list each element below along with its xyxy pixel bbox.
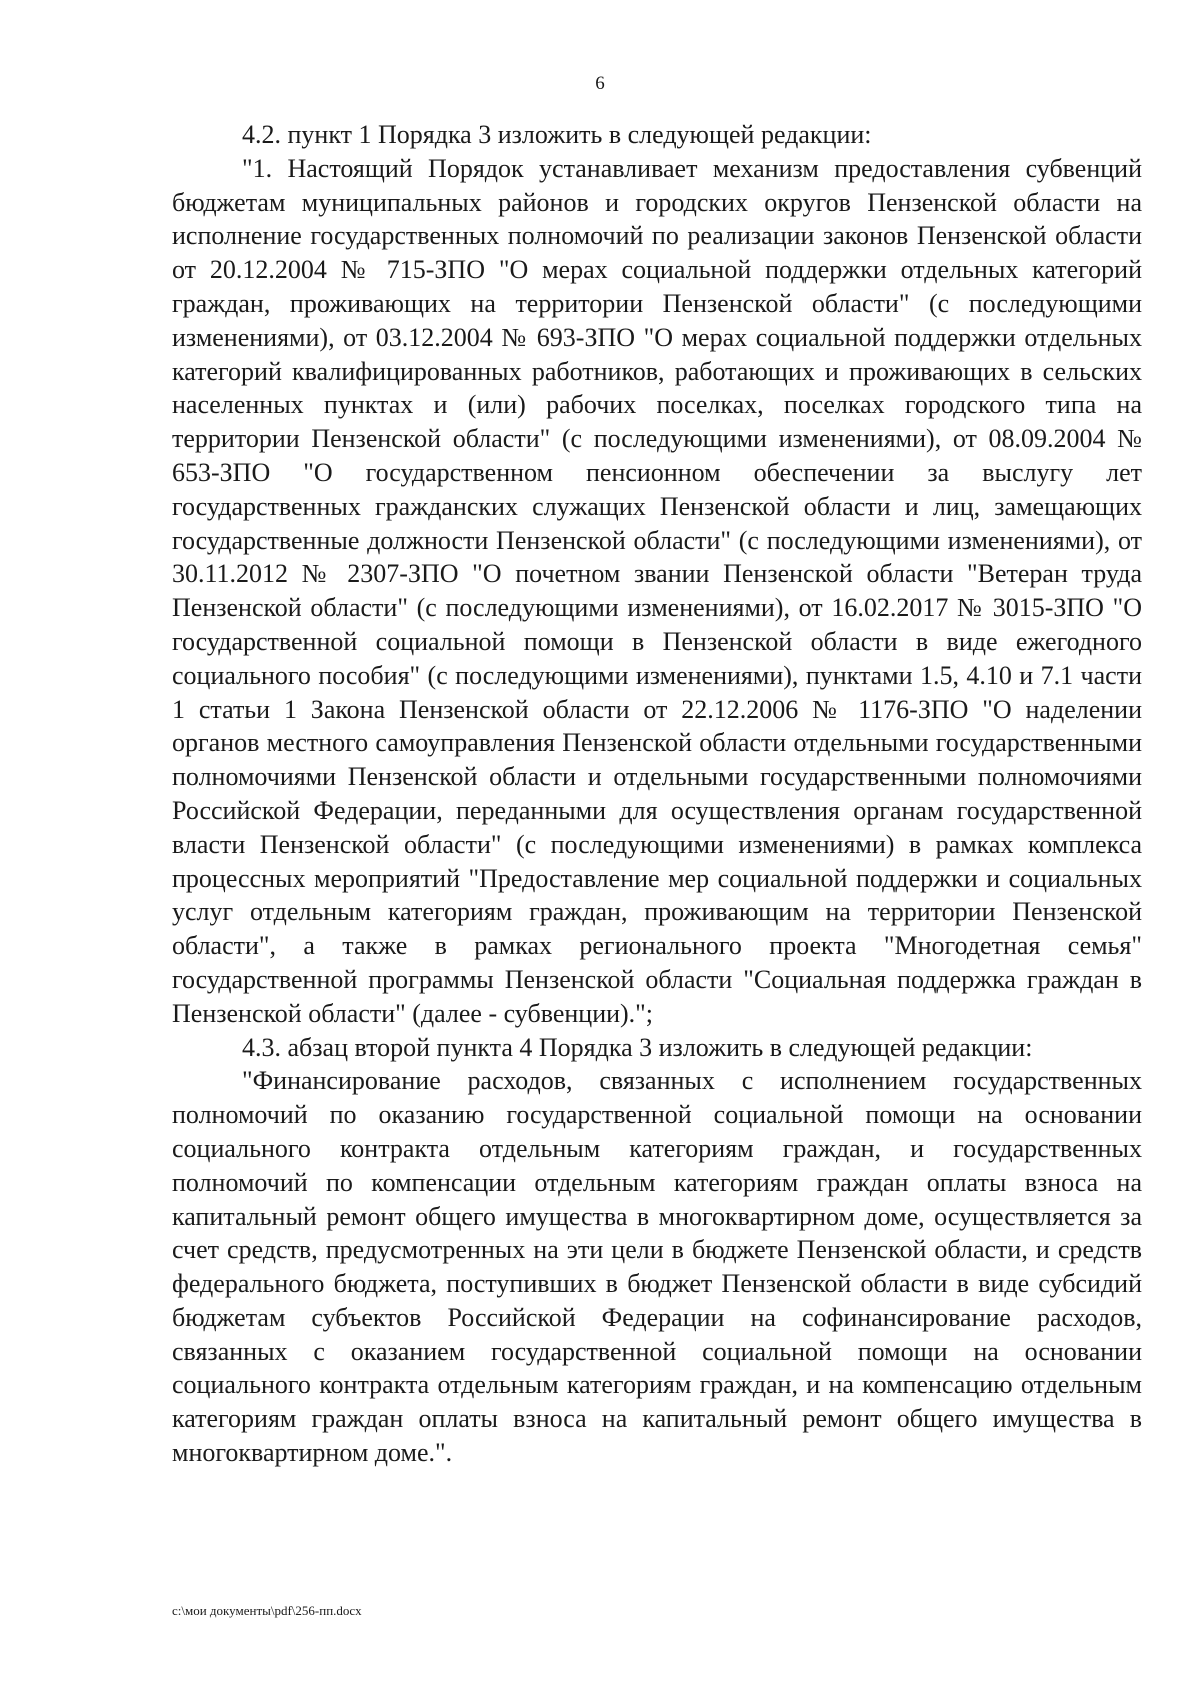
footer-file-path: c:\мои документы\pdf\256-пп.docx <box>172 1603 362 1618</box>
paragraph-financing-text: "Финансирование расходов, связанных с исполнением государственных полномочий по оказанию государственной социальной помощи на основании социального контракта отдельным категориям граждан, и государственных полномочий по компенсации отдельным категориям граждан оплаты взноса на капитальный ремонт общего имущества в многоквартирном доме, осуществляется за счет средств, предусмотренных на эти цели в бюджете Пензенской области, и средств федерального бюджета, поступивших в бюджет Пензенской области в виде субсидий бюджетам субъектов Российской Федерации на софинансирование расходов, связанных с оказанием государственной социальной помощи на основании социального контракта отдельным категориям граждан, и на компенсацию отдельным категориям граждан оплаты взноса на капитальный ремонт общего имущества в многоквартирном доме.". <box>172 1066 1142 1468</box>
paragraph-4-3-heading: 4.3. абзац второй пункта 4 Порядка 3 изложить в следующей редакции: <box>242 1032 1033 1062</box>
document-body <box>172 118 1142 1470</box>
paragraph-procedure-item-1: "1. Настоящий Порядок устанавливает механизм предоставления субвенций бюджетам муниципальных районов и городских округов Пензенской области на исполнение государственных полномочий по реализации законов Пензенской области от 20.12.2004 № 715-ЗПО "О мерах социальной поддержки отдельных категорий граждан, проживающих на территории Пензенской области" (с последующими изменениями), от 03.12.2004 № 693-ЗПО "О мерах социальной поддержки отдельных категорий квалифицированных работников, работающих и проживающих в сельских населенных пунктах и (или) рабочих поселках, поселках городского типа на территории Пензенской области" (с последующими изменениями), от 08.09.2004 № 653-ЗПО "О государственном пенсионном обеспечении за выслугу лет государственных гражданских служащих Пензенской области и лиц, замещающих государственные должности Пензенской области" (с последующими изменениями), от 30.11.2012 № 2307-ЗПО "О почетном звании Пензенской области "Ветеран труда Пензенской области" (с последующими изменениями), от 16.02.2017 № 3015-ЗПО "О государственной социальной помощи в Пензенской области в виде ежегодного социального пособия" (с последующими изменениями), пунктами 1.5, 4.10 и 7.1 части 1 статьи 1 Закона Пензенской области от 22.12.2006 № 1176-ЗПО "О наделении органов местного самоуправления Пензенской области отдельными государственными полномочиями Пензенской области и отдельными государственными полномочиями Российской Федерации, переданными для осуществления органам государственной власти Пензенской области" (с последующими изменениями) в рамках комплекса процессных мероприятий "Предоставление мер социальной поддержки и социальных услуг отдельным категориям граждан, проживающим на территории Пензенской области", а также в рамках регионального проекта "Многодетная семья" государственной программы Пензенской области "Социальная поддержка граждан в Пензенской области" (далее - субвенции)."; <box>172 153 1142 1028</box>
page-number: 6 <box>595 73 605 94</box>
paragraph-4-2-heading: 4.2. пункт 1 Порядка 3 изложить в следующей редакции: <box>242 120 872 149</box>
